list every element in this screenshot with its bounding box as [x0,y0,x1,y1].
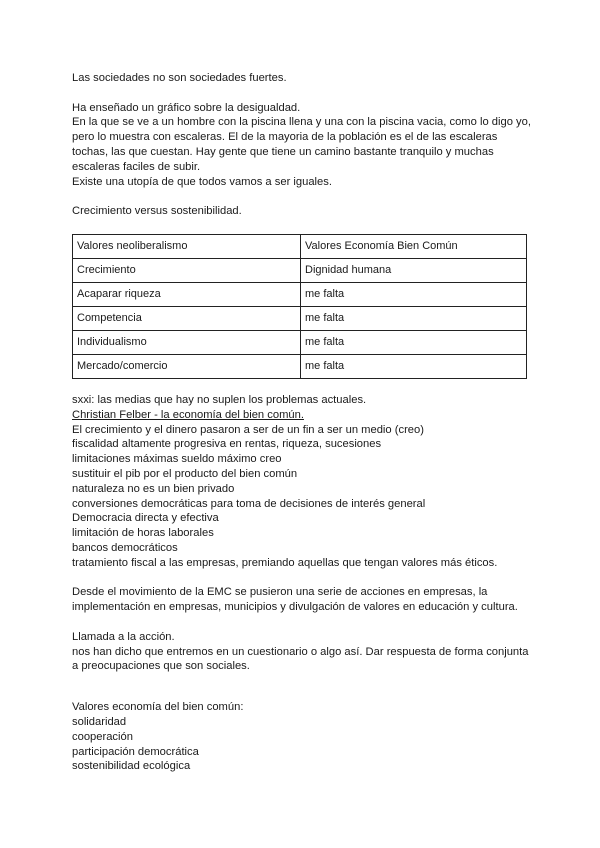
table-cell: me falta [301,330,527,354]
note-line: limitación de horas laborales [72,527,214,540]
values-list [72,700,532,774]
text-line: En la que se ve a un hombre con la piscina llena y una con la piscina vacia, como lo digo yo, [72,116,531,129]
table-header-row [73,234,527,258]
note-line: tratamiento fiscal a las empresas, premiando aquellas que tengan valores más éticos. [72,556,498,569]
text-line: a preocupaciones que son sociales. [72,660,250,673]
table-header-cell: Valores Economía Bien Común [301,234,527,258]
table-cell: Acaparar riqueza [73,282,301,306]
table-row [73,282,527,306]
list-item: participación democrática [72,745,199,758]
table-cell: me falta [301,282,527,306]
note-line: limitaciones máximas sueldo máximo creo [72,453,282,466]
table-row [73,354,527,378]
note-line: El crecimiento y el dinero pasaron a ser de un fin a ser un medio (creo) [72,423,424,436]
text-line: escaleras faciles de subir. [72,160,201,173]
text-line: implementación en empresas, municipios y divulgación de valores en educación y cultura. [72,601,518,614]
table-row [73,306,527,330]
values-list-heading: Valores economía del bien común: [72,701,244,714]
table-row [73,330,527,354]
text-line: tochas, las que cuestan. Hay gente que tiene un camino bastante tranquilo y muchas [72,145,494,158]
intro-line: Las sociedades no son sociedades fuertes. [72,72,287,84]
list-item: solidaridad [72,715,127,728]
table-cell: me falta [301,306,527,330]
notes-heading: Christian Felber - la economía del bien común. [72,408,304,421]
list-item: cooperación [72,730,133,743]
text-line: nos han dicho que entremos en un cuestionario o algo así. Dar respuesta de forma conjunta [72,645,529,658]
paragraph-inequality [72,101,532,190]
table-row [73,258,527,282]
table-cell: Dignidad humana [301,258,527,282]
table-cell: Individualismo [73,330,301,354]
paragraph-emc [72,585,532,615]
note-line: Democracia directa y efectiva [72,512,219,525]
note-line: naturaleza no es un bien privado [72,482,235,495]
list-item: sostenibilidad ecológica [72,760,191,773]
table-cell: me falta [301,354,527,378]
text-line: Llamada a la acción. [72,630,175,643]
text-line: Ha enseñado un gráfico sobre la desigualdad. [72,101,301,114]
note-line: fiscalidad altamente progresiva en rentas, riqueza, sucesiones [72,438,382,451]
table-cell: Crecimiento [73,258,301,282]
document-body [72,71,532,774]
text-line: pero lo muestra con escaleras. El de la mayoria de la población es el de las escaleras [72,131,498,144]
notes-first-line: sxxi: las medias que hay no suplen los problemas actuales. [72,393,367,406]
table-intro: Crecimiento versus sostenibilidad. [72,205,242,218]
note-line: bancos democráticos [72,541,178,554]
note-line: sustituir el pib por el producto del bien común [72,467,298,480]
text-line: Existe una utopía de que todos vamos a ser iguales. [72,175,332,188]
values-table [72,234,527,379]
table-cell: Competencia [73,306,301,330]
paragraph-call-to-action [72,630,532,674]
text-line: Desde el movimiento de la EMC se pusieron una serie de acciones en empresas, la [72,586,488,599]
table-cell: Mercado/comercio [73,354,301,378]
note-line: conversiones democráticas para toma de decisiones de interés general [72,497,426,510]
notes-section [72,393,532,571]
table-header-cell: Valores neoliberalismo [73,234,301,258]
